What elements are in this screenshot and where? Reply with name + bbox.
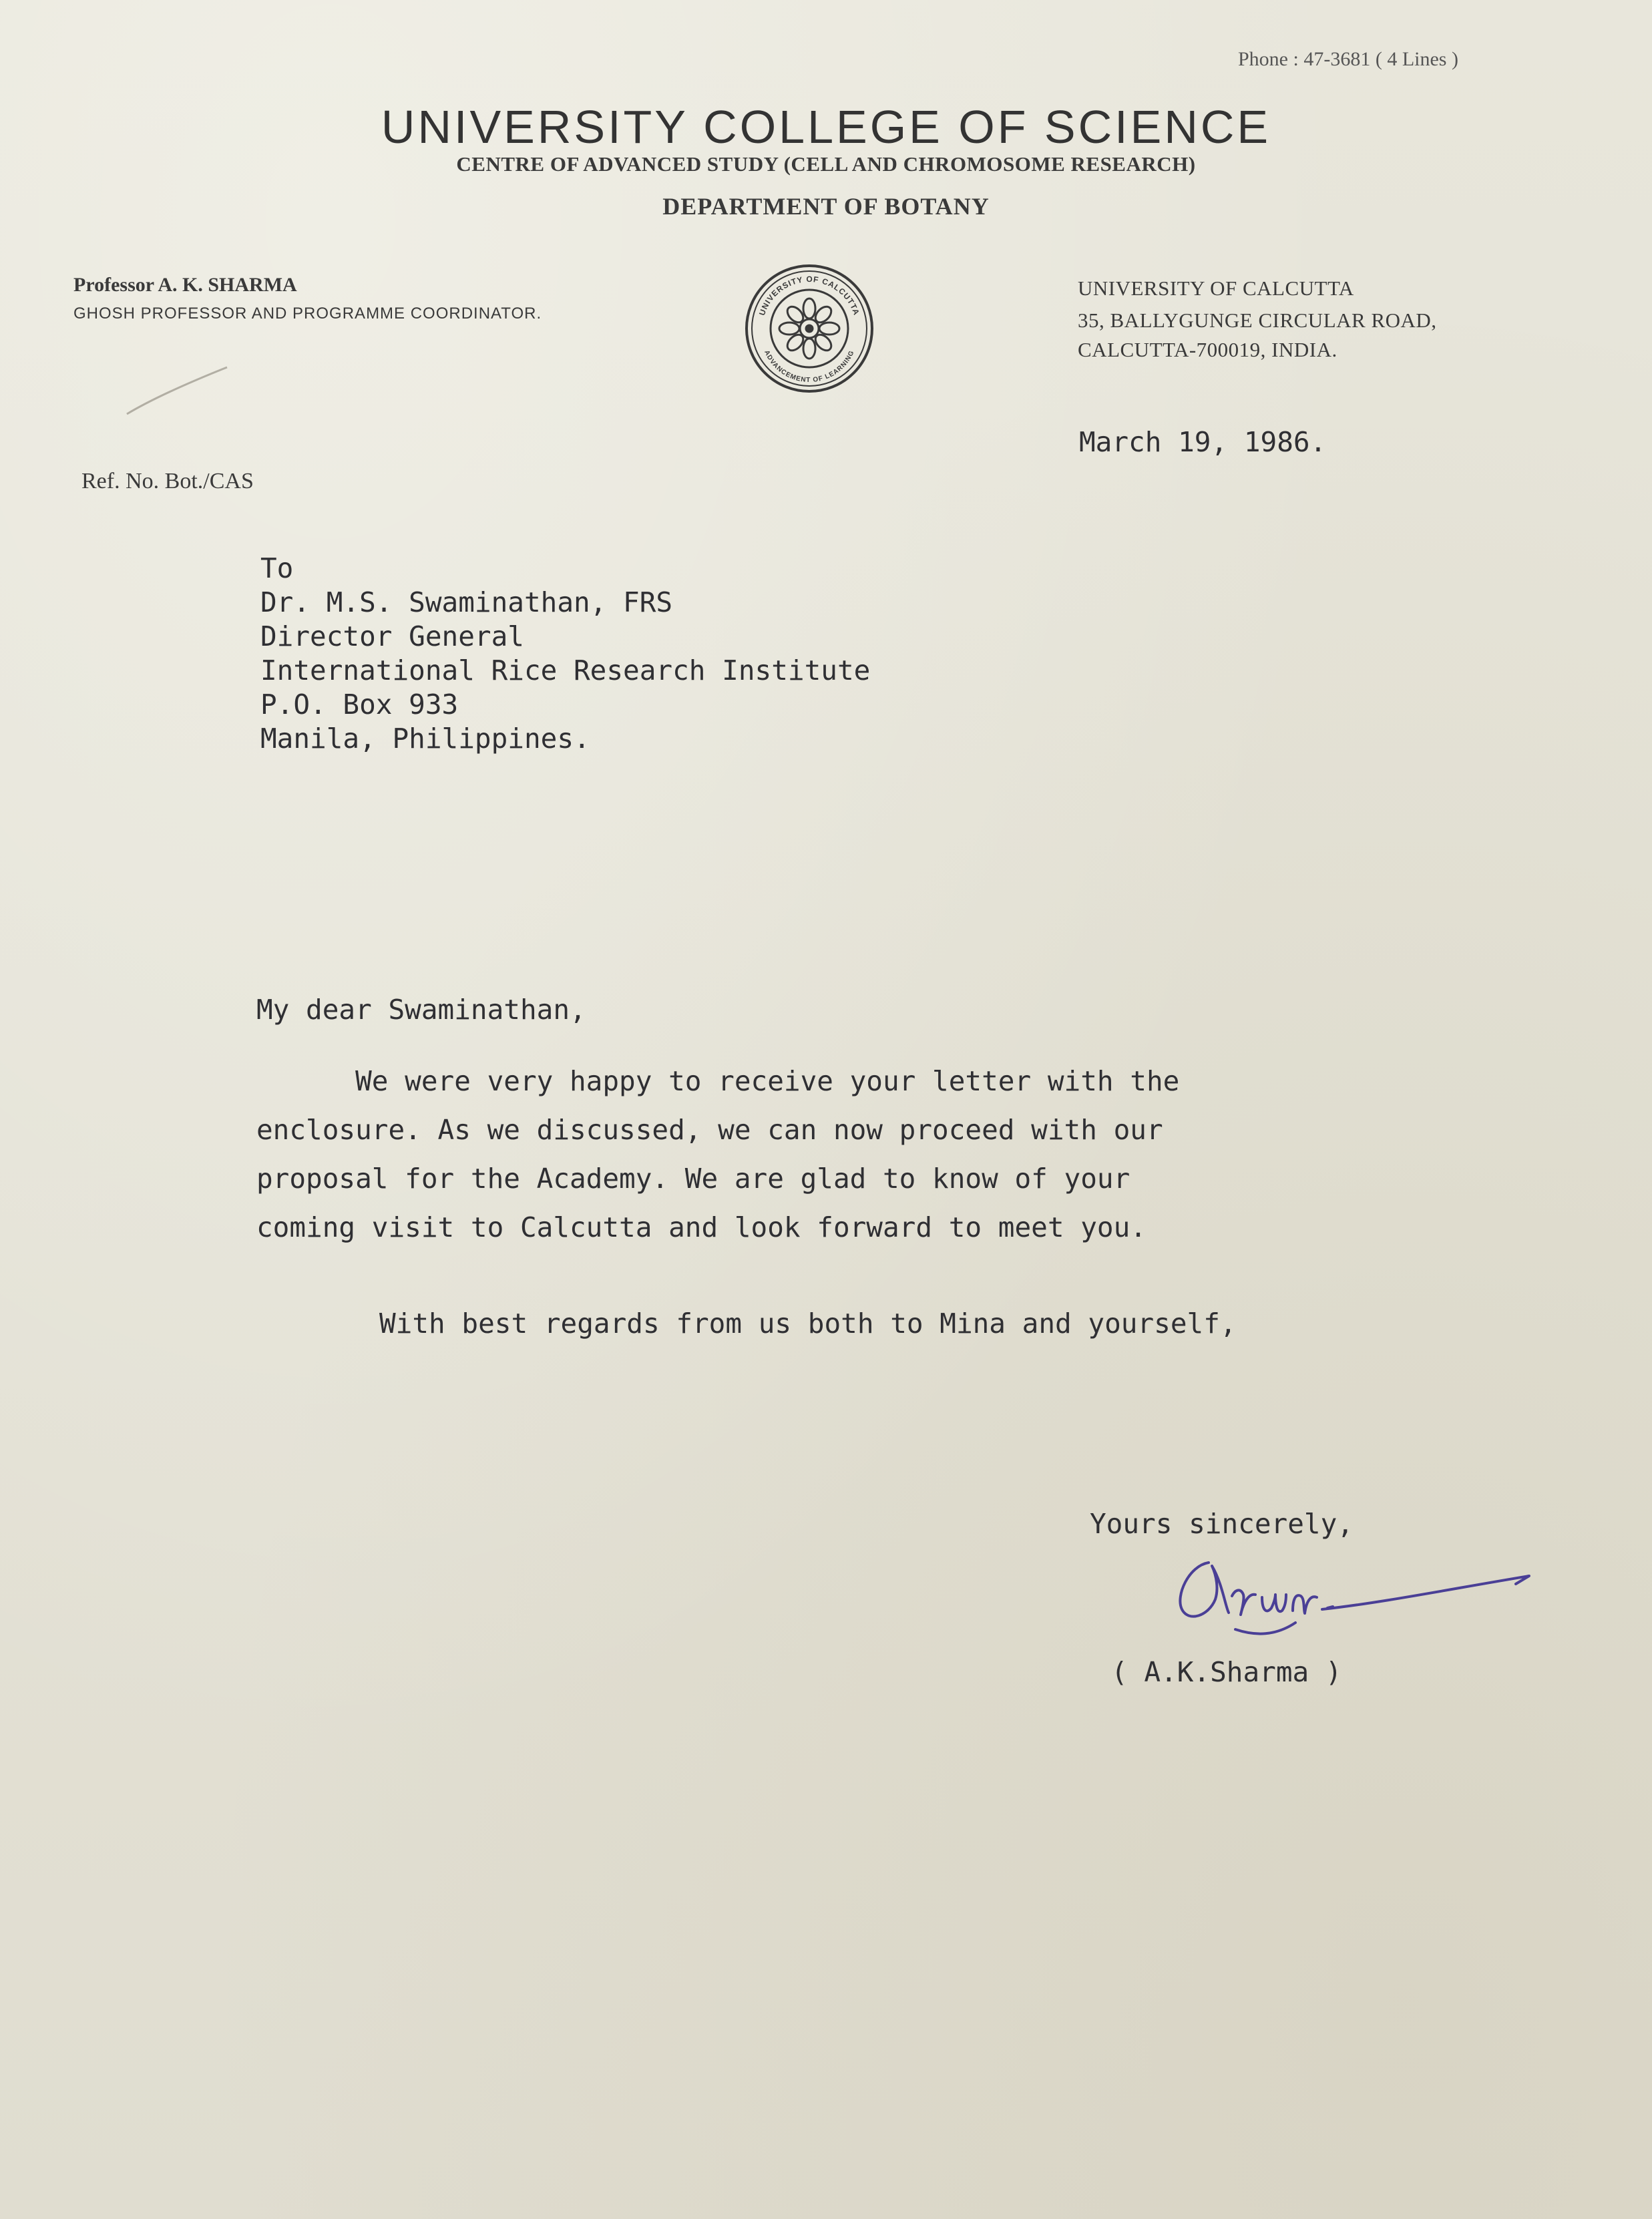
- recipient-line: Manila, Philippines.: [260, 723, 590, 755]
- recipient-address: [260, 552, 870, 756]
- body-line: coming visit to Calcutta and look forward to meet you.: [256, 1211, 1147, 1243]
- university-seal: [743, 262, 876, 395]
- regards-line: With best regards from us both to Mina and yourself,: [379, 1307, 1237, 1340]
- department-title: DEPARTMENT OF BOTANY: [662, 193, 990, 220]
- body-paragraph: [256, 1057, 1179, 1252]
- centre-subtitle: CENTRE OF ADVANCED STUDY (CELL AND CHROMOSOME RESEARCH): [456, 152, 1196, 176]
- recipient-line: To: [260, 552, 294, 584]
- recipient-line: International Rice Research Institute: [260, 654, 871, 686]
- reference-number: Ref. No. Bot./CAS: [81, 469, 254, 493]
- recipient-line: P.O. Box 933: [260, 688, 459, 721]
- salutation: My dear Swaminathan,: [256, 994, 586, 1026]
- address-line-3: CALCUTTA-700019, INDIA.: [1078, 338, 1337, 361]
- signatory-name: ( A.K.Sharma ): [1111, 1656, 1342, 1688]
- closing: Yours sincerely,: [1090, 1508, 1354, 1540]
- pencil-mark: [120, 361, 234, 421]
- institution-title: UNIVERSITY COLLEGE OF SCIENCE: [381, 101, 1271, 153]
- address-line-1: UNIVERSITY OF CALCUTTA: [1078, 276, 1354, 300]
- seal-bottom-text: ADVANCEMENT OF LEARNING: [763, 349, 856, 385]
- seal-top-text: UNIVERSITY OF CALCUTTA: [757, 274, 862, 317]
- svg-text:UNIVERSITY OF CALCUTTA: [757, 274, 861, 317]
- body-line: enclosure. As we discussed, we can now proceed with our: [256, 1114, 1163, 1146]
- body-line: proposal for the Academy. We are glad to know of your: [256, 1163, 1130, 1195]
- recipient-line: Director General: [260, 620, 524, 652]
- phone-number: Phone : 47-3681 ( 4 Lines ): [1238, 48, 1458, 70]
- recipient-line: Dr. M.S. Swaminathan, FRS: [260, 586, 673, 618]
- lotus-emblem-icon: [779, 298, 839, 359]
- professor-name: Professor A. K. SHARMA: [73, 274, 297, 296]
- body-line: We were very happy to receive your letter with the: [256, 1065, 1180, 1097]
- handwritten-signature: [1162, 1536, 1536, 1656]
- professor-title: GHOSH PROFESSOR AND PROGRAMME COORDINATOR.: [73, 305, 542, 323]
- address-line-2: 35, BALLYGUNGE CIRCULAR ROAD,: [1078, 309, 1437, 332]
- letter-date: March 19, 1986.: [1079, 426, 1327, 458]
